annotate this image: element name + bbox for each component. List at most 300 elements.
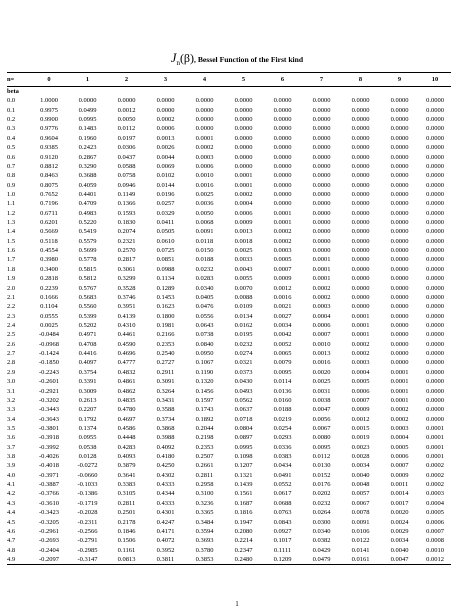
header-cell: 7 (302, 73, 341, 87)
bessel-value-cell: 0.0013 (234, 228, 253, 236)
bessel-value-cell: 0.3383 (117, 481, 136, 489)
bessel-value-cell: 0.0000 (390, 350, 409, 358)
bessel-value-cell: 0.0088 (234, 293, 253, 301)
table-row (7, 518, 451, 527)
beta-value-cell: 2.9 (7, 368, 16, 376)
table-row (7, 153, 451, 162)
bessel-value-cell: 0.0254 (273, 424, 292, 432)
bessel-value-cell: 0.0095 (273, 368, 292, 376)
bessel-value-cell: 0.0000 (426, 368, 444, 376)
bessel-value-cell: 0.4247 (156, 518, 175, 526)
table-row (7, 349, 451, 358)
bessel-value-cell: 0.0000 (273, 162, 292, 170)
bessel-value-cell: 0.4097 (78, 359, 97, 367)
bessel-value-cell: 0.1506 (117, 537, 136, 545)
bessel-value-cell: 0.0000 (351, 162, 370, 170)
bessel-value-cell: 0.0000 (426, 284, 444, 292)
bessel-value-cell: 0.3594 (195, 527, 214, 535)
bessel-value-cell: 0.0538 (78, 443, 97, 451)
bessel-value-cell: 0.0006 (156, 125, 175, 133)
bessel-value-cell: 0.0001 (312, 275, 331, 283)
bessel-value-cell: 0.5202 (78, 321, 97, 329)
beta-value-cell: 4.5 (7, 518, 16, 526)
bessel-value-cell: 0.0000 (195, 116, 214, 124)
bessel-value-cell: 0.0000 (273, 172, 292, 180)
beta-value-cell: 0.2 (7, 116, 16, 124)
bessel-value-cell: 0.0000 (426, 106, 444, 114)
table-row (7, 162, 451, 171)
bessel-value-cell: 0.0000 (234, 125, 253, 133)
bessel-value-cell: 0.3688 (78, 172, 97, 180)
bessel-value-cell: 0.3811 (146, 555, 185, 565)
bessel-value-cell: 0.0950 (195, 350, 214, 358)
bessel-value-cell: 0.0047 (380, 555, 419, 565)
bessel-value-cell: 0.0000 (351, 303, 370, 311)
bessel-value-cell: 0.0002 (351, 340, 370, 348)
bessel-value-cell: 0.0006 (390, 453, 409, 461)
bessel-value-cell: 0.0102 (156, 172, 175, 180)
beta-value-cell: 2.2 (7, 303, 16, 311)
bessel-value-cell: 0.3780 (195, 546, 214, 554)
bessel-value-cell: 0.0000 (273, 97, 292, 105)
bessel-value-cell: 0.0019 (351, 434, 370, 442)
bessel-value-cell: 0.0552 (273, 481, 292, 489)
bessel-value-cell: 0.3299 (117, 275, 136, 283)
beta-value-cell: 0.7 (7, 162, 16, 170)
bessel-value-cell: 0.1289 (156, 284, 175, 292)
bessel-value-cell: 0.0000 (390, 284, 409, 292)
table-row (7, 274, 451, 283)
bessel-value-cell: 0.0000 (426, 209, 444, 217)
bessel-value-cell: 0.0188 (273, 406, 292, 414)
beta-value-cell: 1.9 (7, 275, 16, 283)
bessel-value-cell: 0.4072 (156, 537, 175, 545)
bessel-value-cell: 0.4861 (117, 378, 136, 386)
table-row (7, 106, 451, 115)
bessel-value-cell: 0.0000 (312, 200, 331, 208)
bessel-value-cell: 0.0028 (351, 453, 370, 461)
bessel-value-cell: 0.5399 (78, 312, 97, 320)
bessel-value-cell: 0.0000 (390, 247, 409, 255)
bessel-value-cell: -0.2985 (77, 546, 98, 554)
beta-value-cell: 3.6 (7, 434, 16, 442)
bessel-value-cell: 0.0946 (117, 181, 136, 189)
bessel-value-cell: 0.0001 (234, 181, 253, 189)
bessel-value-cell: 0.0000 (312, 181, 331, 189)
bessel-value-cell: 0.0014 (390, 490, 409, 498)
table-row (7, 527, 451, 536)
bessel-value-cell: 0.1623 (156, 303, 175, 311)
bessel-value-cell: 0.0000 (426, 237, 444, 245)
bessel-value-cell: 0.0065 (273, 350, 292, 358)
beta-value-cell: 0.1 (7, 106, 16, 114)
bessel-value-cell: 0.0000 (426, 116, 444, 124)
bessel-value-cell: 0.0000 (351, 125, 370, 133)
bessel-value-cell: 0.3264 (156, 387, 175, 395)
bessel-value-cell: -0.2028 (77, 509, 98, 517)
bessel-value-cell: 0.4333 (156, 481, 175, 489)
bessel-value-cell: 0.2044 (195, 424, 214, 432)
bessel-value-cell: 0.0001 (273, 219, 292, 227)
bessel-value-cell: 0.0042 (273, 331, 292, 339)
bessel-value-cell: 0.0000 (390, 321, 409, 329)
bessel-value-cell: 0.0016 (312, 359, 331, 367)
bessel-value-cell: 0.0000 (390, 106, 409, 114)
bessel-value-cell: -0.0484 (38, 331, 60, 339)
bessel-value-cell: 0.0050 (195, 209, 214, 217)
bessel-value-cell: 0.0000 (426, 303, 444, 311)
bessel-value-cell: 0.0001 (312, 256, 331, 264)
bessel-value-cell: 0.1593 (117, 209, 136, 217)
bessel-value-cell: -0.1033 (77, 481, 98, 489)
bessel-value-cell: 0.2958 (195, 481, 214, 489)
bessel-value-cell: 0.0000 (234, 106, 253, 114)
bessel-value-cell: 0.2423 (78, 144, 97, 152)
table-row (7, 199, 451, 208)
bessel-value-cell: -0.0272 (77, 462, 98, 470)
bessel-value-cell: 0.2214 (234, 537, 253, 545)
bessel-value-cell: 0.0000 (351, 97, 370, 105)
bessel-value-cell: 0.0000 (351, 256, 370, 264)
table-row (7, 227, 451, 236)
bessel-value-cell: -0.3423 (38, 509, 60, 517)
bessel-value-cell: -0.3801 (38, 424, 60, 432)
beta-value-cell: 0.9 (7, 181, 16, 189)
bessel-value-cell: 0.0005 (426, 509, 444, 517)
bessel-value-cell: 0.0000 (390, 172, 409, 180)
bessel-value-cell: 0.0000 (312, 125, 331, 133)
bessel-value-cell: 0.0000 (426, 256, 444, 264)
bessel-value-cell: 0.0016 (273, 293, 292, 301)
bessel-value-cell: 0.0000 (390, 275, 409, 283)
beta-value-cell: 1.2 (7, 209, 16, 217)
bessel-value-cell: 0.0029 (390, 527, 409, 535)
bessel-value-cell: 0.0144 (156, 181, 175, 189)
table-row (7, 302, 451, 311)
bessel-value-cell: 0.0000 (390, 144, 409, 152)
bessel-value-cell: 0.0000 (234, 134, 253, 142)
beta-value-cell: 3.2 (7, 396, 16, 404)
bessel-value-cell: 0.2817 (117, 256, 136, 264)
bessel-value-cell: 0.1439 (234, 481, 253, 489)
bessel-value-cell: -0.3918 (38, 434, 60, 442)
bessel-value-cell: 0.0007 (351, 396, 370, 404)
bessel-value-cell: 0.0002 (312, 284, 331, 292)
bessel-value-cell: 0.1209 (263, 555, 302, 565)
bessel-value-cell: 0.2347 (234, 546, 253, 554)
bessel-value-cell: 0.0000 (390, 219, 409, 227)
bessel-value-cell: 0.0091 (195, 228, 214, 236)
bessel-value-cell: 0.0000 (390, 256, 409, 264)
bessel-value-cell: 0.1207 (234, 462, 253, 470)
bessel-value-cell: 0.5579 (78, 237, 97, 245)
bessel-value-cell: 0.4983 (78, 209, 97, 217)
bessel-value-cell: 0.3754 (78, 368, 97, 376)
bessel-value-cell: 0.0000 (234, 97, 253, 105)
bessel-value-cell: 0.2207 (78, 406, 97, 414)
bessel-value-cell: 0.1149 (117, 190, 136, 198)
bessel-value-cell: 0.3431 (156, 396, 175, 404)
bessel-value-cell: 0.0000 (312, 153, 331, 161)
beta-value-cell: 4.2 (7, 490, 16, 498)
bessel-value-cell: 0.3693 (195, 537, 214, 545)
bessel-value-cell: 0.0000 (426, 125, 444, 133)
bessel-value-cell: 0.0196 (156, 190, 175, 198)
bessel-value-cell: 0.0004 (312, 312, 331, 320)
bessel-value-cell: 0.1456 (195, 387, 214, 395)
bessel-value-cell: 0.0095 (312, 443, 331, 451)
bessel-value-cell: -0.3992 (38, 443, 60, 451)
beta-value-cell: 2.0 (7, 284, 16, 292)
beta-value-cell: 0.4 (7, 134, 16, 142)
bessel-value-cell: 0.0006 (312, 321, 331, 329)
bessel-value-cell: 0.0000 (426, 293, 444, 301)
bessel-value-cell: 0.0009 (273, 275, 292, 283)
bessel-value-cell: 0.0024 (390, 518, 409, 526)
bessel-value-cell: 0.0000 (351, 293, 370, 301)
bessel-value-cell: 0.0411 (156, 219, 175, 227)
beta-value-cell: 4.8 (7, 546, 16, 554)
bessel-value-cell: 0.0003 (351, 359, 370, 367)
bessel-value-cell: 0.0000 (312, 247, 331, 255)
bessel-value-cell: 0.0499 (78, 106, 97, 114)
bessel-value-cell: 0.0429 (312, 546, 331, 554)
bessel-value-cell: 0.0007 (426, 527, 444, 535)
bessel-value-cell: 0.9604 (40, 134, 58, 142)
table-row (7, 209, 451, 218)
bessel-value-cell: 0.4835 (117, 396, 136, 404)
bessel-value-cell: 0.0329 (156, 209, 175, 217)
bessel-value-cell: 0.0219 (273, 415, 292, 423)
bessel-value-cell: 0.0080 (312, 434, 331, 442)
bessel-value-cell: 0.4401 (78, 190, 97, 198)
bessel-value-cell: 0.0000 (426, 97, 444, 105)
bessel-symbol: J (170, 51, 177, 65)
table-row (7, 489, 451, 498)
bessel-value-cell: 0.0176 (312, 481, 331, 489)
bessel-value-cell: 0.0988 (156, 265, 175, 273)
bessel-value-cell: 0.2661 (195, 462, 214, 470)
bessel-value-cell: 0.0336 (273, 443, 292, 451)
bessel-value-cell: 0.1098 (234, 453, 253, 461)
bessel-value-cell: 0.0036 (195, 200, 214, 208)
bessel-argument: (β) (179, 51, 195, 65)
bessel-value-cell: 0.0637 (234, 406, 253, 414)
bessel-value-cell: 0.1483 (78, 125, 97, 133)
bessel-value-cell: 0.0000 (390, 340, 409, 348)
bessel-value-cell: 0.0283 (195, 275, 214, 283)
bessel-value-cell: 0.0013 (312, 350, 331, 358)
beta-value-cell: 4.3 (7, 499, 16, 507)
bessel-order-subscript: n (176, 59, 180, 67)
bessel-value-cell: 0.0000 (312, 237, 331, 245)
table-row (7, 368, 451, 377)
bessel-value-cell: 0.9900 (40, 116, 58, 124)
bessel-value-cell: 0.4344 (156, 490, 175, 498)
bessel-value-cell: 0.0004 (351, 368, 370, 376)
bessel-value-cell: -0.3887 (38, 481, 60, 489)
bessel-value-cell: 0.6201 (40, 219, 58, 227)
beta-value-cell: 1.3 (7, 219, 16, 227)
header-cell: 1 (68, 73, 107, 87)
bessel-value-cell: 0.2727 (156, 359, 175, 367)
bessel-value-cell: 0.0000 (426, 228, 444, 236)
header-cell: 8 (341, 73, 380, 87)
bessel-value-cell: -0.2566 (77, 527, 98, 535)
bessel-value-cell: 0.0000 (351, 190, 370, 198)
bessel-value-cell: 0.1597 (195, 396, 214, 404)
table-row (7, 536, 451, 545)
bessel-value-cell: 0.0588 (117, 162, 136, 170)
bessel-value-cell: 0.0300 (312, 518, 331, 526)
bessel-value-cell: 0.0004 (426, 499, 444, 507)
bessel-value-cell: 0.0078 (351, 509, 370, 517)
bessel-value-cell: 0.0000 (426, 275, 444, 283)
bessel-value-cell: 0.0007 (312, 331, 331, 339)
bessel-value-cell: 0.5778 (78, 256, 97, 264)
bessel-value-cell: 0.4301 (156, 509, 175, 517)
bessel-value-cell: 0.0274 (234, 350, 253, 358)
bessel-value-cell: 0.0257 (156, 200, 175, 208)
bessel-value-cell: 0.0555 (40, 312, 58, 320)
bessel-value-cell: 0.0001 (234, 172, 253, 180)
bessel-value-cell: 0.8812 (40, 162, 58, 170)
bessel-value-cell: 0.2540 (156, 350, 175, 358)
beta-value-cell: 1.1 (7, 200, 16, 208)
table-row (7, 124, 451, 133)
bessel-value-cell: 0.0034 (273, 321, 292, 329)
bessel-value-cell: 0.4554 (40, 247, 58, 255)
bessel-value-cell: 0.0000 (426, 162, 444, 170)
bessel-value-cell: 0.0000 (426, 190, 444, 198)
beta-value-cell: 0.5 (7, 144, 16, 152)
bessel-value-cell: 0.4862 (117, 387, 136, 395)
table-row (7, 134, 451, 143)
bessel-value-cell: -0.3971 (38, 471, 60, 479)
bessel-value-cell: 0.5812 (78, 275, 97, 283)
bessel-value-cell: 0.0000 (273, 190, 292, 198)
bessel-value-cell: -0.2961 (38, 527, 60, 535)
bessel-value-cell: 0.4302 (156, 471, 175, 479)
header-cell: 10 (419, 73, 451, 87)
bessel-value-cell: 0.0000 (351, 247, 370, 255)
bessel-value-cell: 0.2178 (117, 518, 136, 526)
bessel-value-cell: 0.1366 (117, 200, 136, 208)
bessel-value-cell: 0.5118 (40, 237, 58, 245)
bessel-value-cell: -0.2097 (30, 555, 68, 565)
bessel-value-cell: 0.1846 (117, 527, 136, 535)
beta-label-row (7, 87, 451, 97)
bessel-value-cell: 0.5560 (78, 303, 97, 311)
bessel-value-cell: 0.0202 (312, 490, 331, 498)
bessel-value-cell: 0.2198 (195, 434, 214, 442)
bessel-value-cell: 0.0000 (234, 116, 253, 124)
bessel-value-cell: 0.3484 (195, 518, 214, 526)
bessel-value-cell: 0.0047 (312, 406, 331, 414)
bessel-value-cell: 0.2353 (195, 443, 214, 451)
bessel-value-cell: -0.2404 (38, 546, 60, 554)
table-row (7, 480, 451, 489)
bessel-value-cell: 0.0122 (351, 537, 370, 545)
bessel-value-cell: 0.0479 (302, 555, 341, 565)
bessel-value-cell: 0.0001 (195, 134, 214, 142)
bessel-value-cell: 0.0405 (195, 293, 214, 301)
bessel-value-cell: 0.8463 (40, 172, 58, 180)
table-row (7, 499, 451, 508)
bessel-value-cell: 0.0003 (273, 247, 292, 255)
bessel-value-cell: 0.0000 (351, 172, 370, 180)
bessel-value-cell: 0.0052 (273, 340, 292, 348)
bessel-value-cell: 0.0000 (312, 97, 331, 105)
beta-value-cell: 3.7 (7, 443, 16, 451)
bessel-value-cell: 0.0000 (312, 106, 331, 114)
bessel-value-cell: 0.0493 (234, 387, 253, 395)
bessel-value-cell: 0.0109 (234, 303, 253, 311)
header-row (7, 73, 451, 87)
bessel-value-cell: 0.0001 (426, 453, 444, 461)
bessel-value-cell: 0.6711 (40, 209, 58, 217)
bessel-value-cell: 0.2867 (78, 153, 97, 161)
bessel-value-cell: 0.0897 (234, 434, 253, 442)
bessel-value-cell: 0.4059 (78, 181, 97, 189)
bessel-value-cell: 0.2507 (195, 453, 214, 461)
beta-value-cell: 0.8 (7, 172, 16, 180)
bessel-value-cell: 0.1800 (156, 312, 175, 320)
bessel-value-cell: 0.3988 (156, 434, 175, 442)
bessel-value-cell: 0.0056 (312, 415, 331, 423)
bessel-value-cell: 0.0027 (273, 312, 292, 320)
bessel-value-cell: -0.3610 (38, 499, 60, 507)
page-title (0, 49, 474, 67)
bessel-value-cell: 0.0000 (312, 172, 331, 180)
bessel-value-cell: -0.2791 (77, 537, 98, 545)
bessel-value-cell: 0.0003 (390, 424, 409, 432)
bessel-value-cell: 0.0025 (40, 321, 58, 329)
bessel-value-cell: 0.2321 (117, 237, 136, 245)
bessel-value-cell: 0.0003 (426, 490, 444, 498)
bessel-value-cell: 0.1947 (234, 518, 253, 526)
bessel-value-cell: 0.0034 (351, 462, 370, 470)
bessel-value-cell: 0.0340 (195, 284, 214, 292)
beta-value-cell: 3.1 (7, 387, 16, 395)
bessel-value-cell: 0.0008 (426, 537, 444, 545)
bessel-value-cell: 0.0162 (234, 321, 253, 329)
bessel-value-cell: 0.0437 (117, 153, 136, 161)
bessel-value-cell: 0.0000 (390, 237, 409, 245)
bessel-value-cell: 0.0000 (351, 284, 370, 292)
bessel-value-cell: 0.0017 (390, 499, 409, 507)
bessel-value-cell: 0.0021 (273, 303, 292, 311)
beta-value-cell: 3.5 (7, 424, 16, 432)
table-row (7, 433, 451, 442)
bessel-value-cell: 0.0197 (117, 134, 136, 142)
bessel-value-cell: 0.0141 (351, 546, 370, 554)
bessel-value-cell: 0.0382 (312, 537, 331, 545)
bessel-value-cell: 0.0010 (312, 340, 331, 348)
bessel-value-cell: 0.0000 (426, 312, 444, 320)
bessel-value-cell: 0.0005 (273, 256, 292, 264)
bessel-value-cell: 0.0009 (390, 471, 409, 479)
bessel-value-cell: 0.3236 (195, 499, 214, 507)
bessel-value-cell: 0.1666 (40, 293, 58, 301)
bessel-value-cell: 0.0002 (156, 116, 175, 124)
header-cell: 6 (263, 73, 302, 87)
bessel-value-cell: 0.3061 (117, 265, 136, 273)
bessel-value-cell: 0.0025 (234, 247, 253, 255)
table-row (7, 143, 451, 152)
table-row (7, 415, 451, 424)
bessel-value-cell: 0.0195 (234, 331, 253, 339)
